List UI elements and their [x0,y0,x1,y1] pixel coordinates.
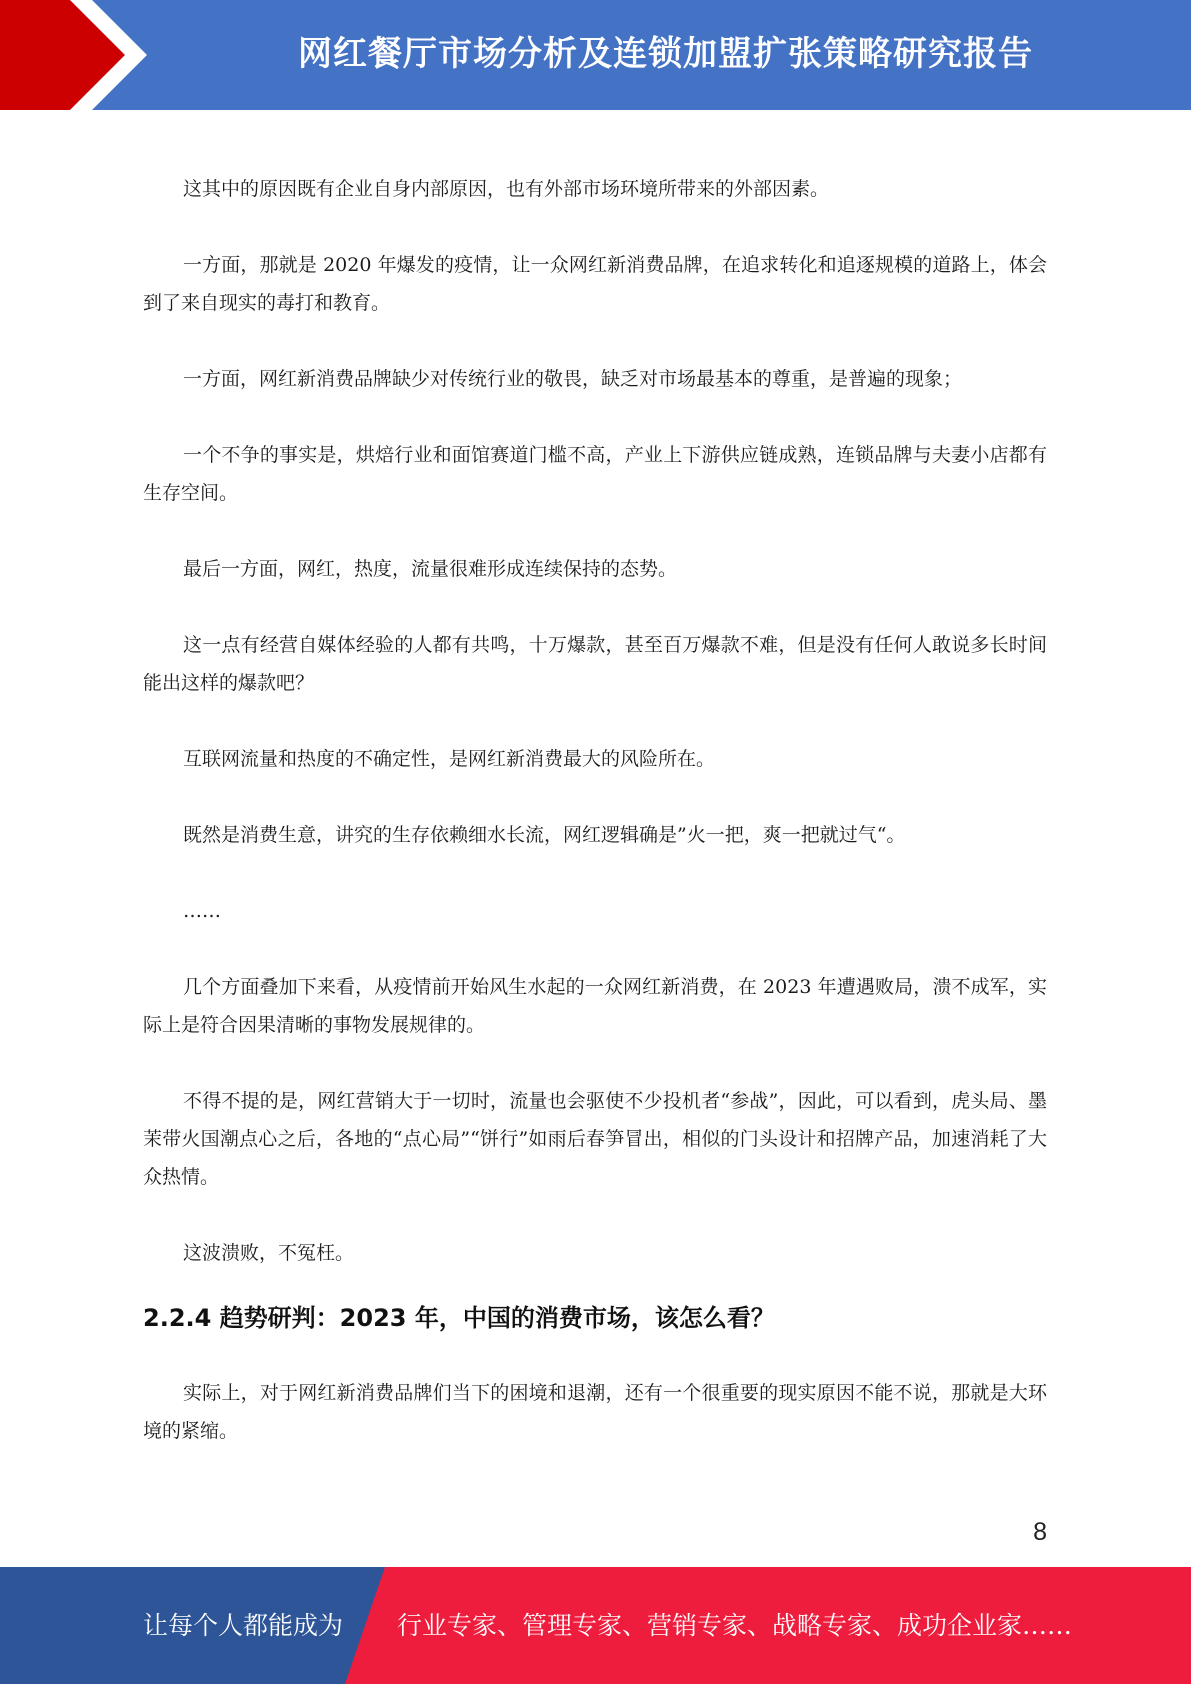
report-title: 网红餐厅市场分析及连锁加盟扩张策略研究报告 [298,34,1033,74]
footer-slogan-right: 行业专家、管理专家、营销专家、战略专家、成功企业家…… [397,1611,1073,1640]
paragraph: 一方面，那就是 2020 年爆发的疫情，让一众网红新消费品牌，在追求转化和追逐规模的道路上，体会到了来自现实的毒打和教育。 [143,254,1047,314]
footer-slogan-left: 让每个人都能成为 [143,1611,344,1640]
section-heading: 2.2.4 趋势研判：2023 年，中国的消费市场，该怎么看？ [143,1304,775,1332]
paragraph: 一方面，网红新消费品牌缺少对传统行业的敬畏，缺乏对市场最基本的尊重，是普遍的现象； [183,368,963,390]
ellipsis-paragraph: …… [183,900,221,922]
paragraph: 这波溃败，不冤枉。 [183,1242,355,1264]
paragraph: 一个不争的事实是，烘焙行业和面馆赛道门槛不高，产业上下游供应链成熟，连锁品牌与夫妻小店都有生存空间。 [143,444,1047,504]
page-number: 8 [1033,1518,1047,1546]
section-paragraph: 实际上，对于网红新消费品牌们当下的困境和退潮，还有一个很重要的现实原因不能不说，那就是大环境的紧缩。 [143,1382,1047,1442]
paragraph: 几个方面叠加下来看，从疫情前开始风生水起的一众网红新消费，在 2023 年遭遇败局，溃不成军，实际上是符合因果清晰的事物发展规律的。 [143,976,1047,1036]
paragraph: 既然是消费生意，讲究的生存依赖细水长流，网红逻辑确是”火一把，爽一把就过气“。 [183,824,906,846]
paragraph: 最后一方面，网红，热度，流量很难形成连续保持的态势。 [183,558,678,580]
paragraph: 不得不提的是，网红营销大于一切时，流量也会驱使不少投机者“参战”，因此，可以看到，虎头局、墨茉带火国潮点心之后，各地的“点心局”“饼行”如雨后春笋冒出，相似的门头设计和招牌产品，加速消耗了大众热情。 [143,1090,1047,1188]
paragraph: 这一点有经营自媒体经验的人都有共鸣，十万爆款，甚至百万爆款不难，但是没有任何人敢说多长时间能出这样的爆款吧？ [143,634,1047,694]
paragraph: 这其中的原因既有企业自身内部原因，也有外部市场环境所带来的外部因素。 [183,178,830,200]
footer-banner [0,1567,1191,1684]
header-banner [0,0,1191,110]
paragraph: 互联网流量和热度的不确定性，是网红新消费最大的风险所在。 [183,748,716,770]
red-chevron-decoration [0,0,160,110]
page-content [143,170,1047,1488]
